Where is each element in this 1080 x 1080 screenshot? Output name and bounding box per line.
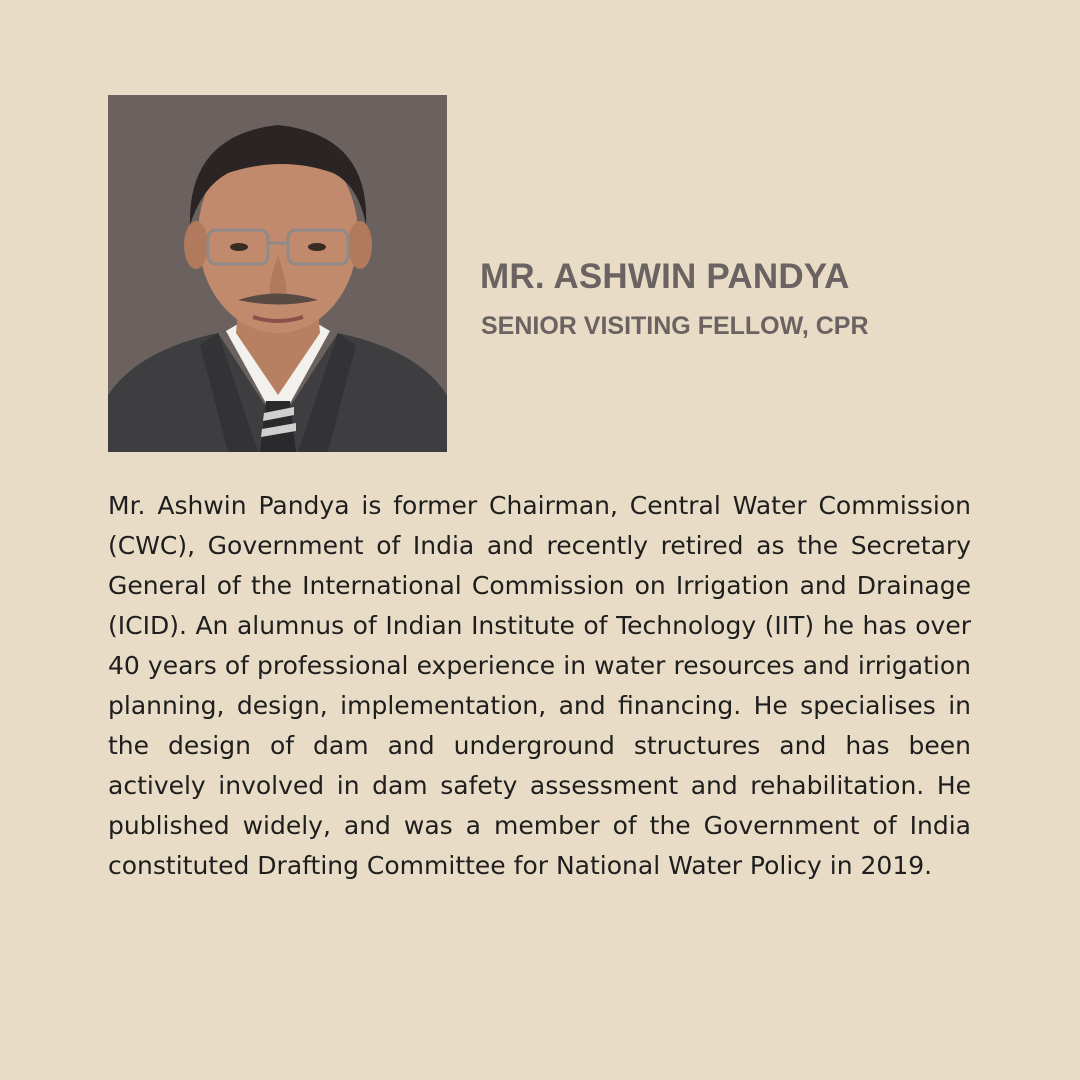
- biography-text: Mr. Ashwin Pandya is former Chairman, Central Water Commission (CWC), Government of India and recently retired as the Secretary General of the International Commission on Irrigation and Drainage (ICID). An alumnus of Indian Institute of Technology (IIT) he has over 40 years of professional experience in water resources and irrigation planning, design, implementation, and financing. He specialises in the design of dam and underground structures and has been actively involved in dam safety assessment and rehabilitation. He published widely, and was a member of the Government of India constituted Drafting Committee for National Water Policy in 2019.: [108, 491, 971, 880]
- portrait-photo: [108, 95, 447, 452]
- person-role: SENIOR VISITING FELLOW, CPR: [481, 312, 869, 340]
- person-name: MR. ASHWIN PANDYA: [480, 257, 850, 296]
